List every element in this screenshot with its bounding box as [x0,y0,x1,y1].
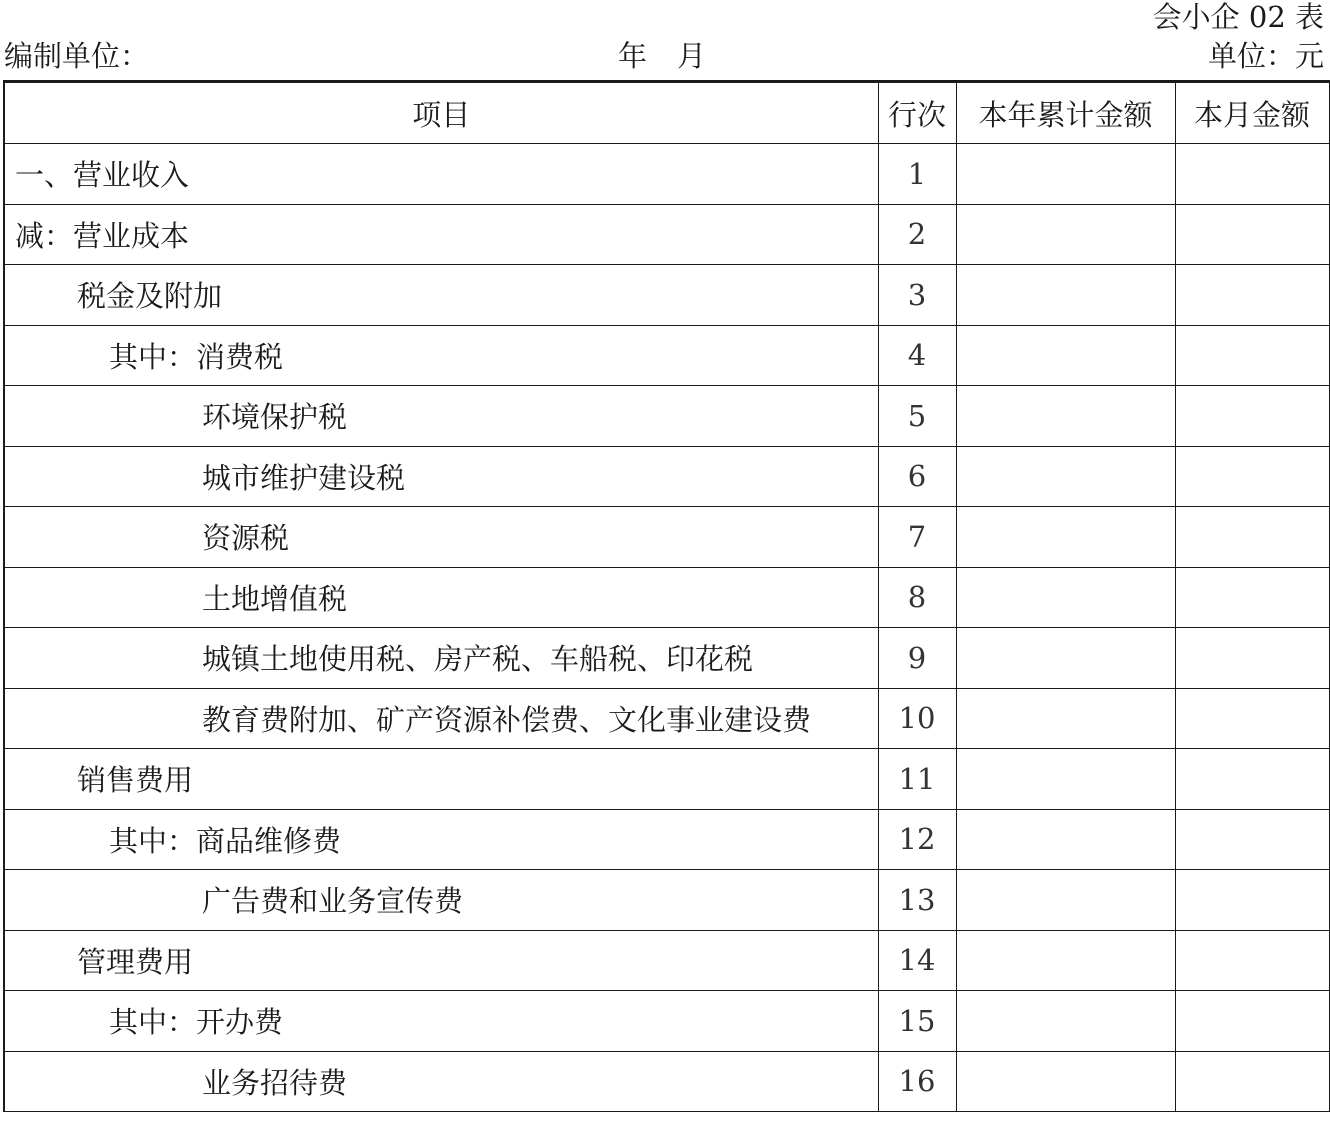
row-line-number: 11 [878,749,956,810]
table-row [4,809,1329,870]
row-item-label: 其中：商品维修费 [4,809,878,870]
row-ytd-amount-cell[interactable] [956,930,1175,991]
income-statement-table [3,80,1330,1112]
year-label: 年 [618,39,648,73]
row-ytd-amount-cell[interactable] [956,265,1175,326]
row-item-label: 管理费用 [4,930,878,991]
row-line-number: 10 [878,688,956,749]
row-month-amount-cell[interactable] [1175,325,1329,386]
row-ytd-amount-cell[interactable] [956,567,1175,628]
row-ytd-amount-cell[interactable] [956,204,1175,265]
row-item-label: 销售费用 [4,749,878,810]
row-month-amount-cell[interactable] [1175,991,1329,1052]
row-ytd-amount-cell[interactable] [956,991,1175,1052]
row-ytd-amount-cell[interactable] [956,628,1175,689]
table-row [4,507,1329,568]
row-ytd-amount-cell[interactable] [956,870,1175,931]
row-item-label: 其中：开办费 [4,991,878,1052]
row-month-amount-cell[interactable] [1175,688,1329,749]
table-row [4,991,1329,1052]
row-month-amount-cell[interactable] [1175,446,1329,507]
unit-label: 单位：元 [1207,39,1324,73]
row-line-number: 6 [878,446,956,507]
row-month-amount-cell[interactable] [1175,567,1329,628]
row-month-amount-cell[interactable] [1175,930,1329,991]
table-row [4,930,1329,991]
row-item-label: 业务招待费 [4,1051,878,1112]
row-item-label: 资源税 [4,507,878,568]
table-row [4,386,1329,447]
row-line-number: 14 [878,930,956,991]
row-item-label: 土地增值税 [4,567,878,628]
row-line-number: 9 [878,628,956,689]
row-month-amount-cell[interactable] [1175,870,1329,931]
table-row [4,144,1329,205]
row-ytd-amount-cell[interactable] [956,749,1175,810]
row-ytd-amount-cell[interactable] [956,144,1175,205]
table-row [4,1051,1329,1112]
period-label [618,36,706,76]
table-row [4,204,1329,265]
row-ytd-amount-cell[interactable] [956,507,1175,568]
column-header-ytd-amount: 本年累计金额 [956,82,1175,144]
table-row [4,870,1329,931]
row-item-label: 广告费和业务宣传费 [4,870,878,931]
row-ytd-amount-cell[interactable] [956,325,1175,386]
compiler-label: 编制单位： [4,39,150,73]
row-month-amount-cell[interactable] [1175,265,1329,326]
column-header-month-amount: 本月金额 [1175,82,1329,144]
column-header-item: 项目 [4,82,878,144]
row-item-label: 环境保护税 [4,386,878,447]
statement-header [0,36,1330,76]
row-line-number: 2 [878,204,956,265]
row-ytd-amount-cell[interactable] [956,688,1175,749]
table-row [4,567,1329,628]
row-item-label: 减：营业成本 [4,204,878,265]
row-month-amount-cell[interactable] [1175,204,1329,265]
row-line-number: 15 [878,991,956,1052]
row-item-label: 一、营业收入 [4,144,878,205]
column-header-line-no: 行次 [878,82,956,144]
row-ytd-amount-cell[interactable] [956,386,1175,447]
row-line-number: 13 [878,870,956,931]
row-line-number: 8 [878,567,956,628]
row-line-number: 7 [878,507,956,568]
row-item-label: 城镇土地使用税、房产税、车船税、印花税 [4,628,878,689]
row-line-number: 16 [878,1051,956,1112]
month-label: 月 [677,39,707,73]
row-month-amount-cell[interactable] [1175,628,1329,689]
row-month-amount-cell[interactable] [1175,1051,1329,1112]
row-month-amount-cell[interactable] [1175,386,1329,447]
row-line-number: 4 [878,325,956,386]
row-month-amount-cell[interactable] [1175,809,1329,870]
table-body [4,144,1329,1112]
table-row [4,628,1329,689]
row-month-amount-cell[interactable] [1175,507,1329,568]
row-item-label: 城市维护建设税 [4,446,878,507]
table-row [4,749,1329,810]
form-code: 会小企 02 表 [1152,0,1324,34]
row-item-label: 教育费附加、矿产资源补偿费、文化事业建设费 [4,688,878,749]
row-line-number: 5 [878,386,956,447]
table-header-row [4,82,1329,144]
row-ytd-amount-cell[interactable] [956,809,1175,870]
table-row [4,265,1329,326]
row-line-number: 12 [878,809,956,870]
table-row [4,446,1329,507]
row-line-number: 1 [878,144,956,205]
row-month-amount-cell[interactable] [1175,749,1329,810]
row-item-label: 税金及附加 [4,265,878,326]
row-line-number: 3 [878,265,956,326]
row-ytd-amount-cell[interactable] [956,446,1175,507]
table-row [4,325,1329,386]
row-item-label: 其中：消费税 [4,325,878,386]
row-ytd-amount-cell[interactable] [956,1051,1175,1112]
table-row [4,688,1329,749]
row-month-amount-cell[interactable] [1175,144,1329,205]
